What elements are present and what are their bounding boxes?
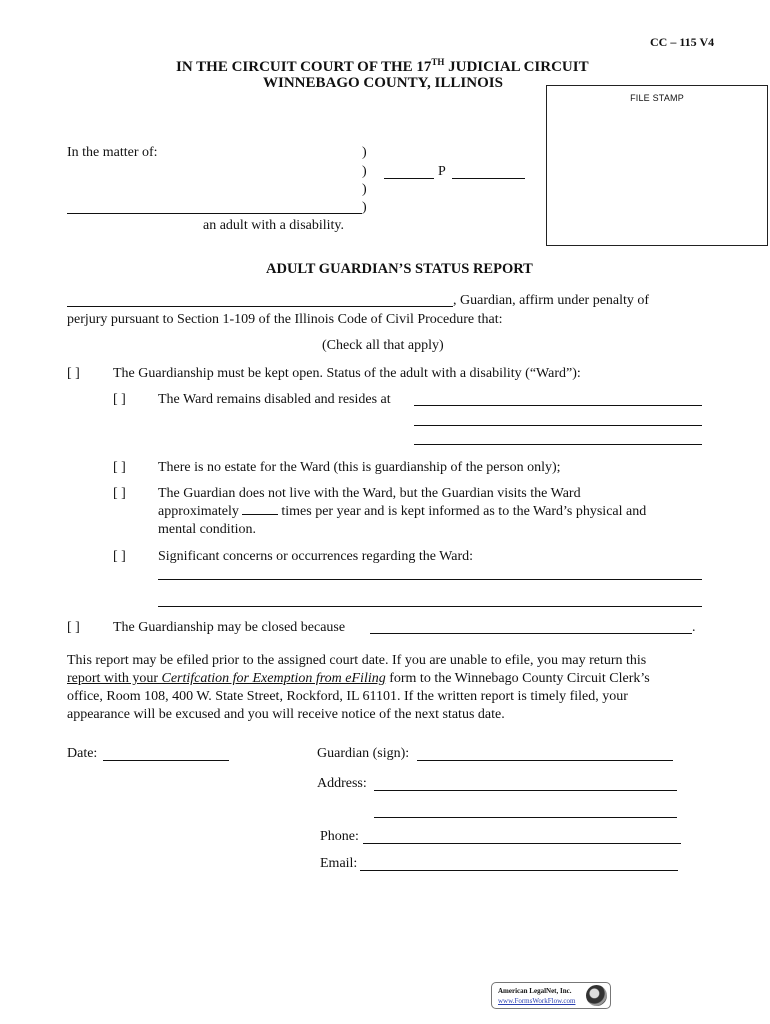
affirm-text-line2: perjury pursuant to Section 1-109 of the Illinois Code of Civil Procedure that: xyxy=(67,312,503,327)
no-estate-label: There is no estate for the Ward (this is guardianship of the person only); xyxy=(158,460,561,475)
closed-label: The Guardianship may be closed because xyxy=(113,620,346,635)
checkbox-visits[interactable]: [ ] xyxy=(113,486,126,501)
caption-paren: ) xyxy=(362,164,367,179)
logo-company: American LegalNet, Inc. xyxy=(498,987,572,995)
case-year-blank[interactable] xyxy=(384,178,434,179)
caption-paren: ) xyxy=(362,182,367,197)
visits-approx: approximately xyxy=(158,504,239,519)
phone-blank[interactable] xyxy=(363,843,681,844)
ward-address-blank-2[interactable] xyxy=(414,425,702,426)
resides-label: The Ward remains disabled and resides at xyxy=(158,392,391,407)
efile-line2 xyxy=(67,671,650,687)
guardian-sign-blank[interactable] xyxy=(417,760,673,761)
date-blank[interactable] xyxy=(103,760,229,761)
date-label: Date: xyxy=(67,746,98,761)
closed-reason-blank[interactable] xyxy=(370,633,692,634)
court-name-part1: IN THE CIRCUIT COURT OF THE 17 xyxy=(176,59,432,75)
email-label: Email: xyxy=(320,856,358,871)
guardian-name-blank[interactable] xyxy=(67,306,453,307)
case-p-label: P xyxy=(438,164,446,179)
ward-address-blank-1[interactable] xyxy=(414,405,702,406)
closed-period: . xyxy=(692,620,696,635)
efile-line2-rest: form to the Winnebago County Circuit Clerk’s xyxy=(385,671,650,686)
disability-label: an adult with a disability. xyxy=(203,218,345,233)
ward-name-blank[interactable] xyxy=(67,213,362,214)
visits-rest: times per year and is kept informed as to the Ward’s physical and xyxy=(277,504,647,519)
efile-line1: This report may be efiled prior to the assigned court date. If you are unable to efile, you may return this xyxy=(67,653,647,668)
efile-link-prefix[interactable]: report with your xyxy=(67,671,162,686)
concerns-blank-1[interactable] xyxy=(158,579,702,580)
checkbox-closed[interactable]: [ ] xyxy=(67,620,80,635)
check-all-note: (Check all that apply) xyxy=(322,338,444,353)
address-label: Address: xyxy=(317,776,367,791)
form-code: CC – 115 V4 xyxy=(650,35,715,49)
email-blank[interactable] xyxy=(360,870,678,871)
concerns-blank-2[interactable] xyxy=(158,606,702,607)
court-name-ordinal: TH xyxy=(431,57,445,67)
affirm-text: , Guardian, affirm under penalty of xyxy=(453,293,650,308)
checkbox-kept-open[interactable]: [ ] xyxy=(67,366,80,381)
american-legalnet-logo xyxy=(491,982,611,1009)
efile-line4: appearance will be excused and you will receive notice of the next status date. xyxy=(67,707,505,722)
globe-icon xyxy=(586,985,607,1006)
court-name-part2: JUDICIAL CIRCUIT xyxy=(444,59,589,75)
visits-label-line1: The Guardian does not live with the Ward, but the Guardian visits the Ward xyxy=(158,486,581,501)
visits-label-line3: mental condition. xyxy=(158,522,256,537)
efile-exemption-link[interactable]: Certifcation for Exemption from eFiling xyxy=(161,671,386,686)
guardian-sign-label: Guardian (sign): xyxy=(317,746,410,761)
address-blank-2[interactable] xyxy=(374,817,677,818)
efile-line3: office, Room 108, 400 W. State Street, Rockford, IL 61101. If the written report is timely filed, your xyxy=(67,689,628,704)
matter-label: In the matter of: xyxy=(67,145,158,160)
caption-paren: ) xyxy=(362,145,367,160)
court-county: WINNEBAGO COUNTY, ILLINOIS xyxy=(263,75,503,91)
address-blank-1[interactable] xyxy=(374,790,677,791)
checkbox-concerns[interactable]: [ ] xyxy=(113,549,126,564)
logo-url[interactable]: www.FormsWorkFlow.com xyxy=(498,997,576,1005)
caption-paren: ) xyxy=(362,200,367,215)
visits-count-blank[interactable] xyxy=(242,514,278,515)
file-stamp-label: FILE STAMP xyxy=(630,93,684,103)
visits-label-line2 xyxy=(158,504,646,520)
file-stamp-box xyxy=(546,85,768,246)
ward-address-blank-3[interactable] xyxy=(414,444,702,445)
concerns-label: Significant concerns or occurrences regarding the Ward: xyxy=(158,549,474,564)
kept-open-label: The Guardianship must be kept open. Status of the adult with a disability (“Ward”): xyxy=(113,366,581,381)
checkbox-no-estate[interactable]: [ ] xyxy=(113,460,126,475)
report-title: ADULT GUARDIAN’S STATUS REPORT xyxy=(266,261,533,277)
court-name xyxy=(176,57,589,76)
checkbox-resides[interactable]: [ ] xyxy=(113,392,126,407)
case-number-blank[interactable] xyxy=(452,178,525,179)
phone-label: Phone: xyxy=(320,829,359,844)
